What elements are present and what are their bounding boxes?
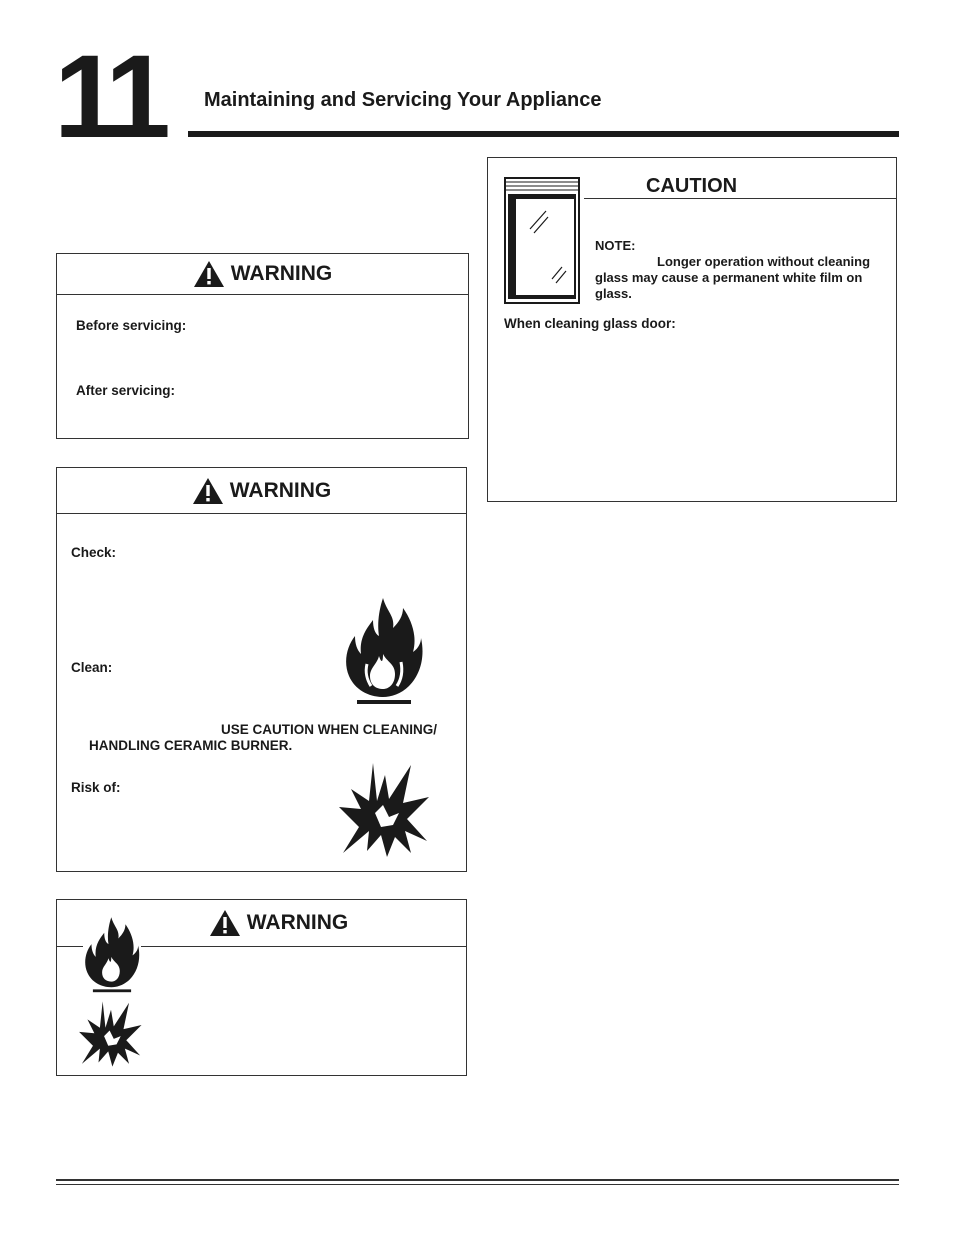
caution-header <box>584 158 896 199</box>
caution-burner-line-2: HANDLING CERAMIC BURNER. <box>89 738 293 753</box>
before-servicing-label: Before servicing: <box>76 318 187 333</box>
note-label: NOTE: <box>595 238 636 253</box>
note-text: Longer operation without cleaning glass may cause a permanent white film on glass. <box>595 254 871 301</box>
after-servicing-label: After servicing: <box>76 383 176 398</box>
warning-heading: WARNING <box>229 478 332 502</box>
warning-triangle-icon <box>192 477 224 505</box>
glass-door-icon <box>504 177 580 304</box>
caution-box-glass <box>487 157 897 502</box>
warning-heading: WARNING <box>246 911 349 934</box>
warning-header <box>57 254 468 295</box>
warning-triangle-icon <box>193 260 225 288</box>
warning-box-servicing <box>56 253 469 439</box>
warning-box-fire-explosion <box>56 899 467 1076</box>
chapter-number: 11 <box>54 31 163 163</box>
check-label: Check: <box>71 545 117 560</box>
risk-of-label: Risk of: <box>71 780 121 795</box>
warning-header <box>57 468 466 514</box>
explosion-icon <box>77 1000 145 1068</box>
warning-triangle-icon <box>209 909 241 937</box>
flame-icon <box>343 594 425 706</box>
footer-rule <box>56 1184 899 1185</box>
glass-cleaning-label: When cleaning glass door: <box>504 316 676 331</box>
caution-burner-line-1: USE CAUTION WHEN CLEANING/ <box>221 722 437 737</box>
flame-icon <box>83 914 141 994</box>
footer-rule <box>56 1179 899 1181</box>
title-rule <box>188 131 899 137</box>
explosion-icon <box>337 761 433 859</box>
warning-heading: WARNING <box>230 262 333 285</box>
chapter-title: Maintaining and Servicing Your Appliance <box>204 89 602 111</box>
caution-heading: CAUTION <box>646 175 738 197</box>
clean-label: Clean: <box>71 660 113 675</box>
warning-box-burner <box>56 467 467 872</box>
